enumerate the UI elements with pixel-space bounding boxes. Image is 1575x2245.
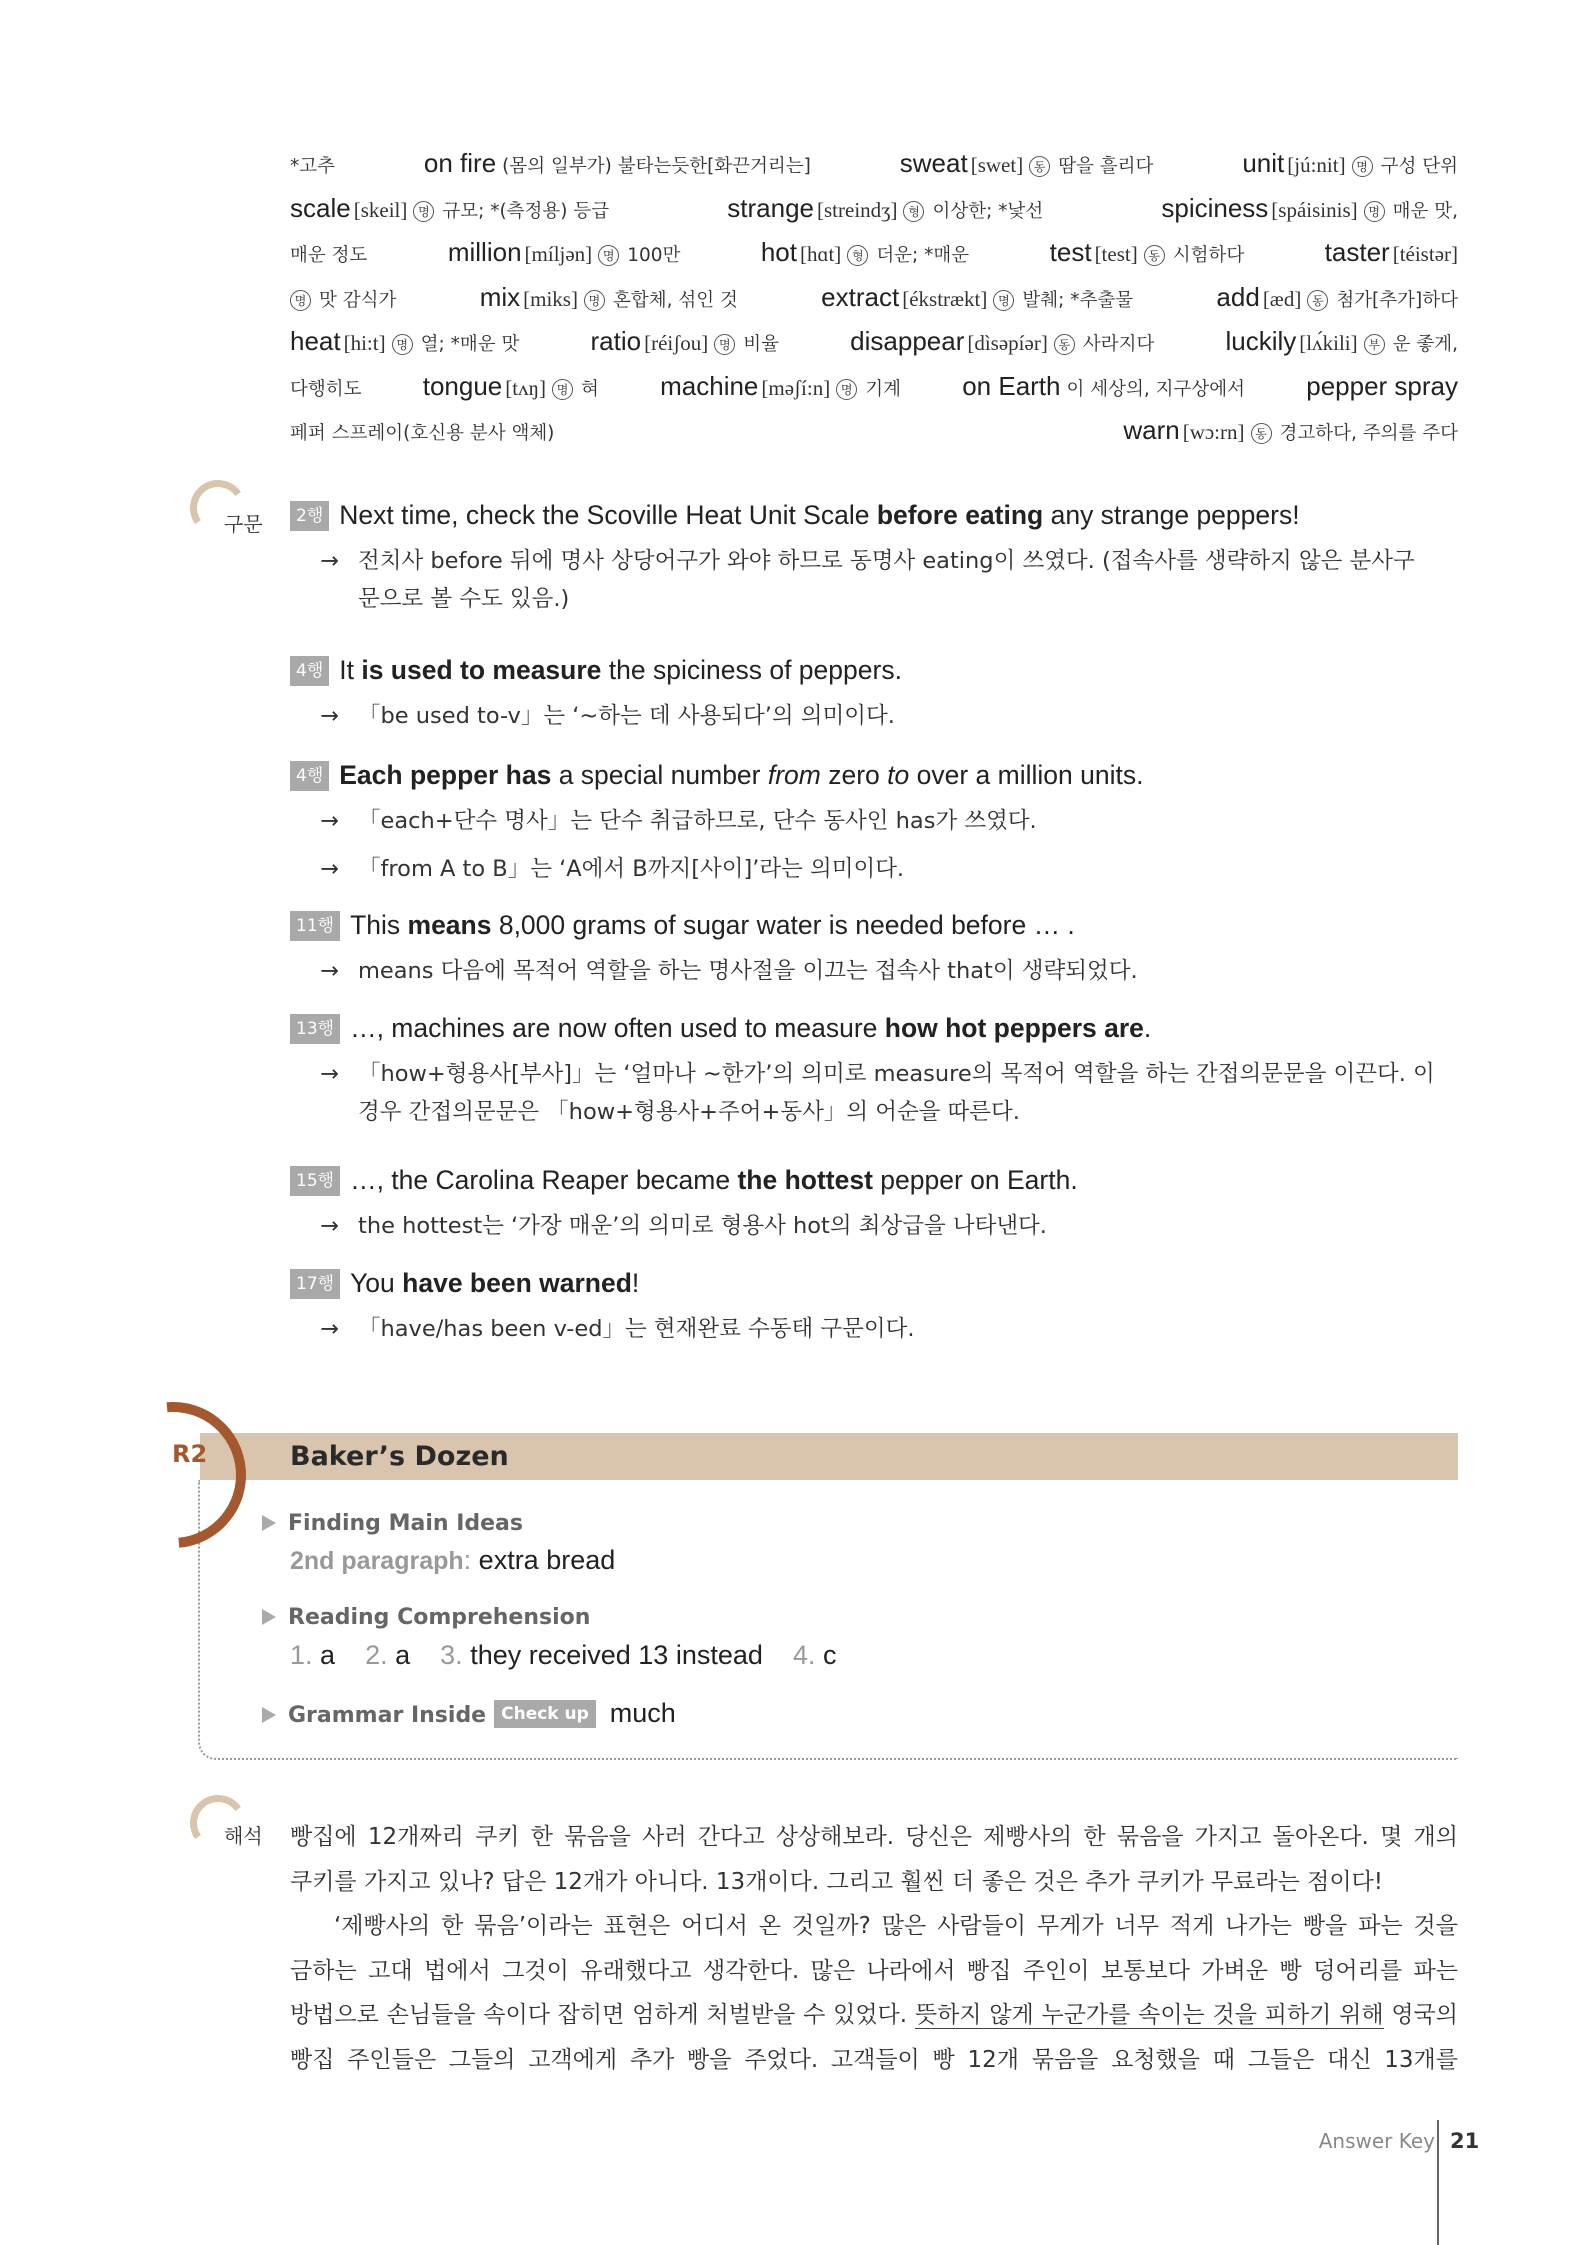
example-sentence (339, 760, 1143, 790)
r2-title: Baker’s Dozen (290, 1441, 509, 1472)
example-sentence-line (290, 910, 1458, 941)
arrow-icon: → (320, 958, 339, 984)
triangle-bullet-icon (262, 1515, 276, 1531)
line-number-badge: 17행 (290, 1269, 340, 1299)
grammar-explanation (290, 694, 1458, 738)
page-number: 21 (1450, 2129, 1480, 2153)
vocab-pronunciation: [ékstrækt] (902, 286, 988, 311)
arrow-icon: → (320, 548, 339, 574)
vocab-line (290, 415, 1458, 460)
vocab-item (962, 371, 1245, 402)
triangle-bullet-icon (262, 1707, 276, 1723)
vocab-line (290, 371, 1458, 416)
vocab-pronunciation: [skeil] (353, 197, 408, 222)
vocab-meaning: 땀을 흘리다 (1058, 156, 1154, 177)
grammar-inside-answer: much (609, 1698, 676, 1728)
grammar-entry (290, 910, 1458, 993)
grammar-explanation (290, 1307, 1458, 1351)
vocab-word: million (447, 237, 522, 267)
vocab-item (660, 371, 901, 402)
vocab-line (290, 237, 1458, 282)
part-of-speech-badge: 동 (1054, 334, 1075, 355)
bold-phrase: have been warned (402, 1268, 632, 1298)
finding-main-ideas-answer: 2nd paragraph: extra bread (290, 1545, 616, 1575)
line-number-badge: 13행 (290, 1014, 340, 1044)
vocab-meaning: *고추 (290, 156, 335, 177)
vocab-pronunciation: [téistər] (1392, 242, 1458, 266)
example-sentence (350, 1013, 1151, 1043)
vocab-meaning: 혀 (580, 378, 599, 400)
vocab-word: add (1216, 281, 1260, 312)
vocab-item (1050, 237, 1245, 268)
vocab-word: strange (727, 192, 815, 223)
vocab-item (290, 326, 519, 357)
vocab-item (1161, 193, 1458, 224)
example-sentence (339, 500, 1299, 530)
vocab-item (821, 282, 1133, 313)
example-sentence-line (290, 500, 1458, 531)
vocab-item (290, 152, 335, 178)
vocab-meaning: 다행히도 (290, 378, 362, 400)
sentence-text: 8,000 grams of sugar water is needed before … . (491, 910, 1075, 940)
vocab-item (424, 148, 811, 179)
part-of-speech-badge: 명 (714, 334, 735, 355)
vocab-item (1306, 371, 1458, 402)
part-of-speech-badge: 명 (392, 334, 413, 355)
sentence-text: a special number (551, 760, 768, 790)
vocab-word: sweat (899, 148, 968, 178)
example-sentence (339, 655, 902, 685)
vocab-pronunciation: [wɔ:rn] (1182, 420, 1245, 444)
vocab-meaning: 혼합체, 섞인 것 (612, 289, 738, 311)
vocab-meaning: 더운; *매운 (876, 245, 970, 266)
vocab-item (423, 371, 599, 402)
grammar-entry (290, 655, 1458, 738)
example-sentence-line (290, 760, 1458, 791)
vocab-meaning: 경고하다, 주의를 주다 (1279, 423, 1458, 444)
r2-tag: R2 (172, 1440, 208, 1468)
vocab-item (761, 237, 969, 268)
vocab-meaning: 운 좋게, (1392, 334, 1458, 355)
part-of-speech-badge: 명 (584, 290, 605, 311)
vocab-word: machine (660, 370, 759, 401)
vocab-pronunciation: [jú:nit] (1287, 153, 1346, 177)
example-sentence-line (290, 655, 1458, 686)
explanation-text: 「from A to B」는 ‘A에서 B까지[사이]’라는 의미이다. (358, 856, 905, 882)
example-sentence-line (290, 1268, 1458, 1299)
translation-line: ‘제빵사의 한 묶음’이라는 표현은 어디서 온 것일까? 많은 사람들이 무게가 너무 적게 나가는 빵을 파는 것을 (334, 1913, 1458, 1939)
section-label-gumun: 구문 (224, 512, 263, 536)
vocab-pronunciation: [dìsəpíər] (967, 331, 1048, 355)
line-number-badge: 11행 (290, 911, 340, 941)
sentence-text: . (1143, 1013, 1152, 1043)
arrow-icon: → (320, 1213, 339, 1239)
vocab-word: tongue (422, 370, 503, 401)
vocab-word: mix (479, 281, 521, 312)
vocab-meaning: 열; *매운 맛 (420, 334, 520, 355)
part-of-speech-badge: 동 (1251, 423, 1272, 444)
vocab-word: on Earth (962, 370, 1061, 401)
vocab-item (290, 193, 609, 224)
grammar-entry (290, 500, 1458, 621)
bold-phrase: the hottest (737, 1165, 873, 1195)
vocab-item (1216, 282, 1458, 313)
vocab-item (290, 241, 367, 267)
part-of-speech-badge: 명 (1364, 201, 1385, 222)
vocab-meaning: 맛 감식가 (319, 289, 397, 311)
arrow-icon: → (320, 856, 339, 882)
sentence-text: …, the Carolina Reaper became (350, 1165, 738, 1195)
line-number-badge: 4행 (290, 761, 329, 791)
part-of-speech-badge: 명 (413, 201, 434, 222)
reading-comprehension-heading: Reading Comprehension (262, 1605, 590, 1630)
grammar-explanation (290, 847, 1458, 891)
vocab-pronunciation: [tʌŋ] (505, 375, 546, 400)
vocab-word: unit (1242, 148, 1285, 178)
vocab-word: test (1049, 237, 1092, 267)
grammar-explanation (290, 799, 1458, 843)
vocab-pronunciation: [réiʃou] (644, 331, 709, 355)
vocab-item (290, 419, 554, 445)
check-up-badge: Check up (494, 1700, 596, 1728)
explanation-text: 「each+단수 명사」는 단수 취급하므로, 단수 동사인 has가 쓰였다. (358, 808, 1037, 834)
vocab-pronunciation: [streindʒ] (817, 197, 898, 222)
grammar-explanation (290, 1090, 1458, 1134)
part-of-speech-badge: 부 (1364, 334, 1385, 355)
bold-phrase: before eating (876, 500, 1044, 530)
sentence-text: any strange peppers! (1043, 500, 1300, 530)
grammar-explanation (290, 1204, 1458, 1248)
part-of-speech-badge: 명 (993, 290, 1014, 311)
translation-line: 쿠키를 가지고 있나? 답은 12개가 아니다. 13개이다. 그리고 훨씬 더 좋은 것은 추가 쿠키가 무료라는 점이다! (290, 1868, 1383, 1895)
vocab-word: warn (1123, 415, 1180, 445)
vocab-word: spiciness (1161, 192, 1269, 223)
grammar-entry (290, 760, 1458, 891)
vocab-meaning: 매운 맛, (1392, 200, 1458, 222)
part-of-speech-badge: 명 (290, 290, 311, 311)
part-of-speech-badge: 형 (903, 201, 924, 222)
arrow-icon: → (320, 703, 339, 729)
vocab-meaning: 매운 정도 (290, 245, 368, 266)
vocab-item (448, 237, 681, 268)
grammar-entry (290, 1268, 1458, 1351)
sentence-text: zero (820, 760, 888, 790)
part-of-speech-badge: 명 (598, 245, 619, 266)
vocab-item (850, 326, 1154, 357)
example-sentence (350, 1165, 1078, 1195)
vocab-item (727, 193, 1043, 224)
vocab-item (1123, 415, 1458, 446)
sentence-text: You (350, 1268, 403, 1298)
translation-line: 방법으로 손님들을 속이다 잡히면 엄하게 처벌받을 수 있었다. 뜻하지 않게 누군가를 속이는 것을 피하기 위해 영국의 (290, 2002, 1458, 2028)
vocab-meaning: 이 세상의, 지구상에서 (1066, 378, 1245, 400)
vocab-meaning: 사라지다 (1082, 334, 1155, 355)
vocab-pronunciation: [test] (1094, 242, 1138, 266)
vocab-word: pepper spray (1306, 370, 1458, 401)
vocab-word: heat (290, 326, 341, 356)
vocab-pronunciation: [miks] (523, 286, 578, 311)
vocab-pronunciation: [məʃí:n] (761, 375, 831, 400)
finding-main-ideas-heading: Finding Main Ideas (262, 1511, 523, 1536)
translation-line: 금하는 고대 법에서 그것이 유래했다고 생각한다. 많은 나라에서 빵집 주인이 보통보다 가벼운 빵 덩어리를 파는 (290, 1957, 1458, 1984)
vocab-pronunciation: [lʌ́kili] (1299, 331, 1358, 355)
triangle-bullet-icon (262, 1609, 276, 1625)
vocab-word: luckily (1225, 326, 1297, 356)
vocab-meaning: 발췌; *추출물 (1022, 289, 1134, 311)
part-of-speech-badge: 명 (1352, 156, 1373, 177)
section-label-haeseok: 해석 (224, 1824, 263, 1848)
footer-divider (1437, 2120, 1439, 2245)
explanation-text: 「have/has been v-ed」는 현재완료 수동태 구문이다. (358, 1316, 915, 1342)
vocab-meaning: 기계 (865, 378, 901, 400)
example-sentence (350, 910, 1075, 940)
underlined-phrase: 뜻하지 않게 누군가를 속이는 것을 피하기 위해 (914, 2002, 1384, 2028)
sentence-text: ! (631, 1268, 640, 1298)
vocabulary-list (290, 148, 1458, 460)
vocab-meaning: 시험하다 (1172, 245, 1245, 266)
grammar-explanation (290, 577, 1458, 621)
grammar-inside-heading: Grammar Inside Check up much (262, 1698, 676, 1729)
vocab-pronunciation: [míljən] (524, 242, 593, 266)
part-of-speech-badge: 동 (1144, 245, 1165, 266)
line-number-badge: 4행 (290, 656, 329, 686)
grammar-explanation (290, 949, 1458, 993)
vocab-meaning: 이상한; *낯선 (932, 200, 1044, 222)
italic-word: from (767, 760, 821, 790)
vocab-meaning: 페퍼 스프레이(호신용 분사 액체) (290, 423, 555, 444)
vocab-word: extract (821, 281, 900, 312)
translation-paragraph (290, 1815, 1458, 2082)
example-sentence (350, 1268, 639, 1298)
explanation-text: 문으로 볼 수도 있음.) (358, 586, 570, 612)
example-sentence-line (290, 1013, 1458, 1044)
vocab-item (290, 375, 361, 401)
vocab-item (591, 326, 779, 357)
arrow-icon: → (320, 1061, 339, 1087)
bold-phrase: means (407, 910, 492, 940)
example-sentence-line (290, 1165, 1458, 1196)
line-number-badge: 2행 (290, 501, 329, 531)
explanation-text: 경우 간접의문문은 「how+형용사+주어+동사」의 어순을 따른다. (358, 1099, 1020, 1125)
vocab-line (290, 282, 1458, 327)
vocab-pronunciation: [spáisinis] (1271, 197, 1358, 222)
vocab-line (290, 326, 1458, 371)
vocab-pronunciation: [swet] (970, 153, 1024, 177)
bold-phrase: is used to measure (361, 655, 602, 685)
footer-label: Answer Key (1318, 2129, 1435, 2153)
sentence-text: pepper on Earth. (872, 1165, 1078, 1195)
explanation-text: means 다음에 목적어 역할을 하는 명사절을 이끄는 접속사 that이 생략되었다. (358, 958, 1138, 984)
grammar-entry (290, 1165, 1458, 1248)
vocab-item (480, 282, 738, 313)
explanation-text: 「how+형용사[부사]」는 ‘얼마나 ~한가’의 의미로 measure의 목적어 역할을 하는 간접의문문을 이끈다. 이 (358, 1061, 1435, 1087)
vocab-line (290, 193, 1458, 238)
line-number-badge: 15행 (290, 1166, 340, 1196)
part-of-speech-badge: 명 (836, 379, 857, 400)
vocab-word: hot (760, 237, 797, 267)
explanation-text: 「be used to-v」는 ‘~하는 데 사용되다’의 의미이다. (358, 703, 895, 729)
sentence-text: This (350, 910, 408, 940)
vocab-pronunciation: [æd] (1262, 286, 1302, 311)
vocab-item (1242, 148, 1458, 179)
explanation-text: 전치사 before 뒤에 명사 상당어구가 와야 하므로 동명사 eating이 쓰였다. (접속사를 생략하지 않은 분사구 (358, 548, 1415, 574)
translation-line: 빵집에 12개짜리 쿠키 한 묶음을 사러 간다고 상상해보라. 당신은 제빵사의 한 묶음을 가지고 돌아온다. 몇 개의 (290, 1824, 1458, 1850)
bold-phrase: how hot peppers are (884, 1013, 1144, 1043)
vocab-item (1225, 326, 1458, 357)
vocab-meaning: 규모; *(측정용) 등급 (442, 200, 610, 222)
grammar-entry (290, 1013, 1458, 1134)
vocab-pronunciation: [hi:t] (343, 331, 386, 355)
vocab-word: scale (290, 192, 351, 223)
bold-phrase: Each pepper has (339, 760, 552, 790)
vocab-item (1325, 237, 1458, 268)
arrow-icon: → (320, 808, 339, 834)
vocab-item (290, 286, 396, 312)
part-of-speech-badge: 형 (847, 245, 868, 266)
vocab-pronunciation: [hɑt] (800, 242, 842, 266)
vocab-meaning: 구성 단위 (1380, 156, 1458, 177)
sentence-text: the spiciness of peppers. (601, 655, 902, 685)
sentence-text: It (339, 655, 362, 685)
vocab-item (900, 148, 1154, 179)
sentence-text: over a million units. (909, 760, 1144, 790)
vocab-line (290, 148, 1458, 193)
sentence-text: …, machines are now often used to measure (350, 1013, 885, 1043)
vocab-word: taster (1324, 237, 1390, 267)
sentence-text: Next time, check the Scoville Heat Unit Scale (339, 500, 877, 530)
vocab-word: ratio (590, 326, 642, 356)
part-of-speech-badge: 동 (1307, 290, 1328, 311)
vocab-meaning: 100만 (627, 245, 681, 266)
italic-word: to (887, 760, 910, 790)
vocab-meaning: (몸의 일부가) 불타는듯한[화끈거리는] (502, 156, 811, 177)
translation-line: 빵집 주인들은 그들의 고객에게 추가 빵을 주었다. 고객들이 빵 12개 묶음을 요청했을 때 그들은 대신 13개를 (290, 2046, 1458, 2073)
part-of-speech-badge: 동 (1029, 156, 1050, 177)
vocab-word: disappear (850, 326, 965, 356)
vocab-meaning: 비율 (743, 334, 779, 355)
arrow-icon: → (320, 1316, 339, 1342)
part-of-speech-badge: 명 (552, 379, 573, 400)
vocab-word: on fire (423, 148, 497, 178)
vocab-meaning: 첨가[추가]하다 (1336, 289, 1458, 311)
reading-comprehension-answers: 1. a 2. a 3. they received 13 instead 4. c (290, 1640, 837, 1670)
explanation-text: the hottest는 ‘가장 매운’의 의미로 형용사 hot의 최상급을 나타낸다. (358, 1213, 1047, 1239)
